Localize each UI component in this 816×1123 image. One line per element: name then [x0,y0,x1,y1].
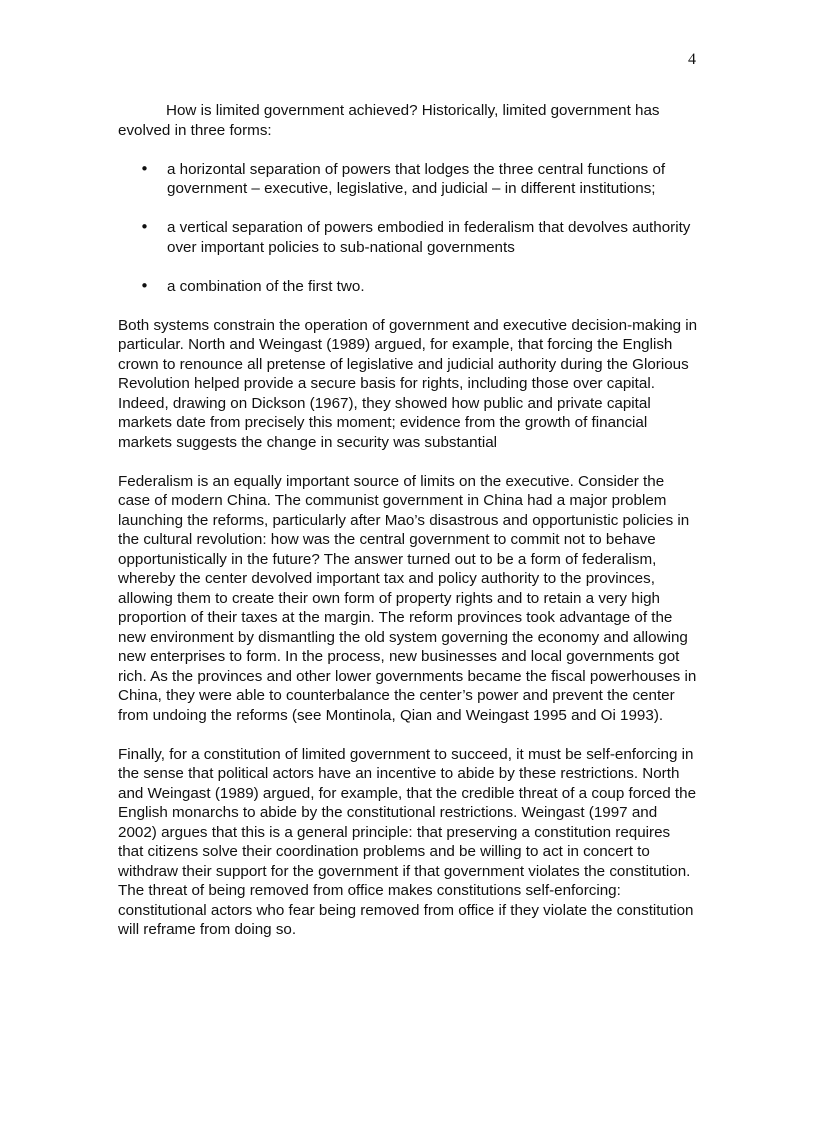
document-body [118,101,698,959]
forms-list [118,160,698,297]
list-item-text: a combination of the first two. [167,277,365,295]
list-item-text: a horizontal separation of powers that lodges the three central functions of government – executive, legislative, and judicial – in different institutions; [167,160,666,197]
list-item-text: a vertical separation of powers embodied in federalism that devolves authority over important policies to sub-national governments [167,219,691,256]
list-item [118,277,698,297]
bullet-icon: • [140,159,149,178]
body-paragraph-federalism: Federalism is an equally important source of limits on the executive. Consider the case of modern China. The communist government in China had a major problem launching the reforms, particularly after Mao’s disastrous and opportunistic policies in the cultural revolution: how was the central government to commit not to behave opportunistically in the future? The answer turned out to be a form of federalism, whereby the center devolved important tax and policy authority to the provinces, allowing them to create their own form of property rights and to retain a very high proportion of their taxes at the margin. The reform provinces took advantage of the new environment by dismantling the old system governing the economy and allowing new enterprises to form. In the process, new businesses and local governments got rich. As the provinces and other lower governments became the fiscal powerhouses in China, they were able to counterbalance the center’s power and prevent the center from undoing the reforms (see Montinola, Qian and Weingast 1995 and Oi 1993). [118,472,697,724]
bullet-icon: • [140,218,149,236]
body-paragraph-self-enforcing: Finally, for a constitution of limited government to succeed, it must be self-enforcing in the sense that political actors have an incentive to abide by these restrictions. North and Weingast (1989) argued, for example, that the credible threat of a coup forced the English monarchs to abide by the constitutional restrictions. Weingast (1997 and 2002) argues that this is a general principle: that preserving a constitution requires that citizens solve their coordination problems and be willing to act in concert to withdraw their support for the government if that government violates the constitution. The threat of being removed from office makes constitutions self-enforcing: constitutional actors who fear being removed from office if they violate the constitution will reframe from doing so. [118,745,697,938]
list-item [118,218,698,257]
list-item [118,160,698,199]
body-paragraph-separation: Both systems constrain the operation of government and executive decision-making in particular. North and Weingast (1989) argued, for example, that forcing the English crown to renounce all pretense of legislative and judicial authority during the Glorious Revolution helped provide a secure basis for rights, including those over capital. Indeed, drawing on Dickson (1967), they showed how public and private capital markets date from precisely this moment; evidence from the growth of financial markets suggests the change in security was substantial [118,316,698,451]
bullet-icon: • [140,276,149,295]
intro-paragraph: How is limited government achieved? Historically, limited government has evolved in three forms: [118,102,660,139]
page-number: 4 [688,51,696,68]
